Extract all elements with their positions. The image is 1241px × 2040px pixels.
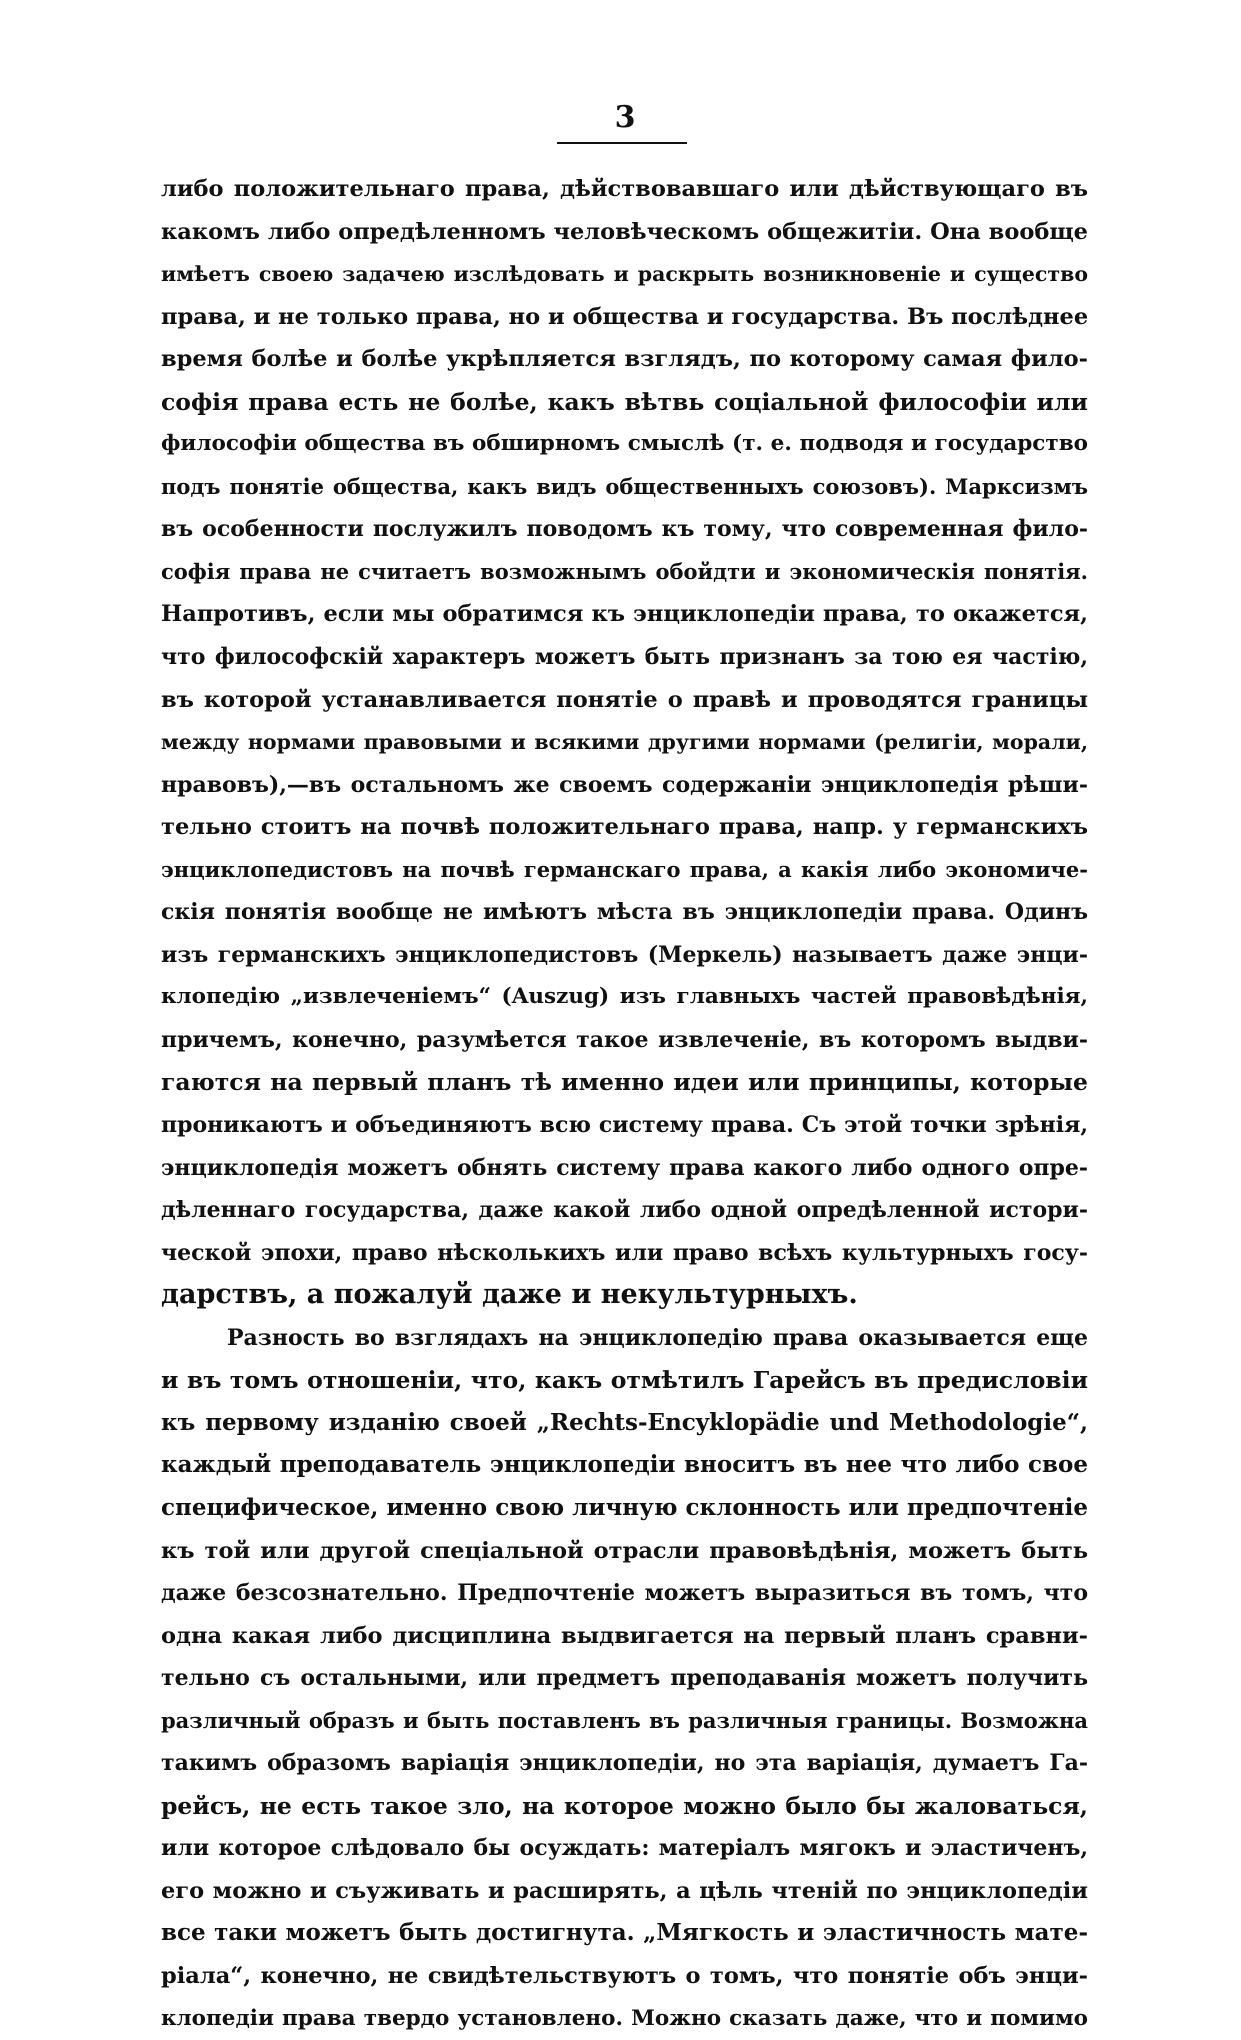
text-line: или которое слѣдовало бы осуждать: матеріалъ мягокъ и эластиченъ, xyxy=(161,1835,1088,1862)
text-line: имѣетъ своею задачею изслѣдовать и раскрыть возникновеніе и существо xyxy=(161,262,1088,287)
text-line: софія права есть не болѣе, какъ вѣтвь соціальной философіи или xyxy=(161,387,1088,416)
text-line: Разность во взглядахъ на энциклопедію права оказывается еще xyxy=(227,1324,1088,1351)
text-line: тельно стоитъ на почвѣ положительнаго права, напр. у германскихъ xyxy=(161,814,1088,841)
text-line: клопедіи права твердо установлено. Можно сказать даже, что и помимо xyxy=(161,2005,1088,2031)
text-line: къ первому изданію своей „Rechts-Encyklopädie und Methodologie“, xyxy=(161,1408,1088,1436)
text-line: тельно съ остальными, или предметъ преподаванія можетъ получить xyxy=(161,1665,1088,1692)
text-line: дарствъ, а пожалуй даже и некультурныхъ. xyxy=(161,1279,858,1311)
text-line: энциклопедія можетъ обнять систему права какого либо одного опре- xyxy=(161,1154,1088,1181)
text-line: въ особенности послужилъ поводомъ къ тому, что современная фило- xyxy=(161,516,1088,543)
text-line: его можно и съуживать и расширять, а цѣль чтеній по энциклопедіи xyxy=(161,1877,1088,1904)
text-line: ческой эпохи, право нѣсколькихъ или право всѣхъ культурныхъ госу- xyxy=(161,1239,1088,1266)
page-number: 3 xyxy=(614,100,636,135)
text-line: причемъ, конечно, разумѣется такое извлеченіе, въ которомъ выдви- xyxy=(161,1026,1088,1053)
text-line: между нормами правовыми и всякими другими нормами (религіи, морали, xyxy=(161,730,1088,755)
text-line: скія понятія вообще не имѣютъ мѣста въ энциклопедіи права. Одинъ xyxy=(161,899,1088,926)
text-line: либо положительнаго права, дѣйствовавшаго или дѣйствующаго въ xyxy=(161,176,1088,202)
text-line: даже безсознательно. Предпочтеніе можетъ выразиться въ томъ, что xyxy=(161,1580,1088,1607)
text-line: подъ понятіе общества, какъ видъ общественныхъ союзовъ). Марксизмъ xyxy=(161,473,1088,499)
text-line: все таки можетъ быть достигнута. „Мягкость и эластичность мате- xyxy=(161,1919,1088,1947)
text-line: Напротивъ, если мы обратимся къ энциклопедіи права, то окажется, xyxy=(161,601,1088,628)
paragraph xyxy=(161,168,1088,1317)
text-line: софія права не считаетъ возможнымъ обойдти и экономическія понятія. xyxy=(161,558,1088,584)
text-line: гаются на первый планъ тѣ именно идеи или принципы, которые xyxy=(161,1068,1088,1097)
text-line: что философскій характеръ можетъ быть признанъ за тою ея частію, xyxy=(161,644,1088,671)
text-line: рейсъ, не есть такое зло, на которое можно было бы жаловаться, xyxy=(161,1791,1088,1820)
text-line: нравовъ),—въ остальномъ же своемъ содержаніи энциклопедія рѣши- xyxy=(161,771,1088,798)
text-line: одна какая либо дисциплина выдвигается на первый планъ сравни- xyxy=(161,1622,1088,1649)
text-line: къ той или другой спеціальной отрасли правовѣдѣнія, можетъ быть xyxy=(161,1537,1088,1564)
text-line: различный образъ и быть поставленъ въ различныя границы. Возможна xyxy=(161,1707,1088,1733)
text-line: философіи общества въ обширномъ смыслѣ (т. е. подводя и государство xyxy=(161,431,1088,457)
text-line: въ которой устанавливается понятіе о правѣ и проводятся границы xyxy=(161,686,1088,713)
text-line: время болѣе и болѣе укрѣпляется взглядъ, по которому самая фило- xyxy=(161,346,1088,373)
text-line: дѣленнаго государства, даже какой либо одной опредѣленной истори- xyxy=(161,1197,1088,1224)
page-number-rule xyxy=(557,142,687,144)
text-line: какомъ либо опредѣленномъ человѣческомъ общежитіи. Она вообще xyxy=(161,218,1088,245)
text-line: каждый преподаватель энциклопедіи вноситъ въ нее что либо свое xyxy=(161,1451,1088,1479)
text-line: клопедію „извлеченіемъ“ (Auszug) изъ главныхъ частей правовѣдѣнія, xyxy=(161,984,1088,1010)
text-line: и въ томъ отношеніи, что, какъ отмѣтилъ Гарейсъ въ предисловіи xyxy=(161,1366,1088,1395)
text-line: ріала“, конечно, не свидѣтельствуютъ о томъ, что понятіе объ энци- xyxy=(161,1962,1088,1989)
text-line: изъ германскихъ энциклопедистовъ (Меркель) называетъ даже энци- xyxy=(161,941,1088,968)
text-line: такимъ образомъ варіація энциклопедіи, но эта варіація, думаетъ Га- xyxy=(161,1750,1088,1777)
text-line: энциклопедистовъ на почвѣ германскаго права, а какія либо экономиче- xyxy=(161,856,1088,882)
paragraph xyxy=(161,1317,1088,2040)
text-line: права, и не только права, но и общества и государства. Въ послѣднее xyxy=(161,303,1088,330)
body-text xyxy=(161,168,1088,2040)
text-line: проникаютъ и объединяютъ всю систему права. Съ этой точки зрѣнія, xyxy=(161,1112,1088,1139)
text-line: специфическое, именно свою личную склонность или предпочтеніе xyxy=(161,1493,1088,1521)
